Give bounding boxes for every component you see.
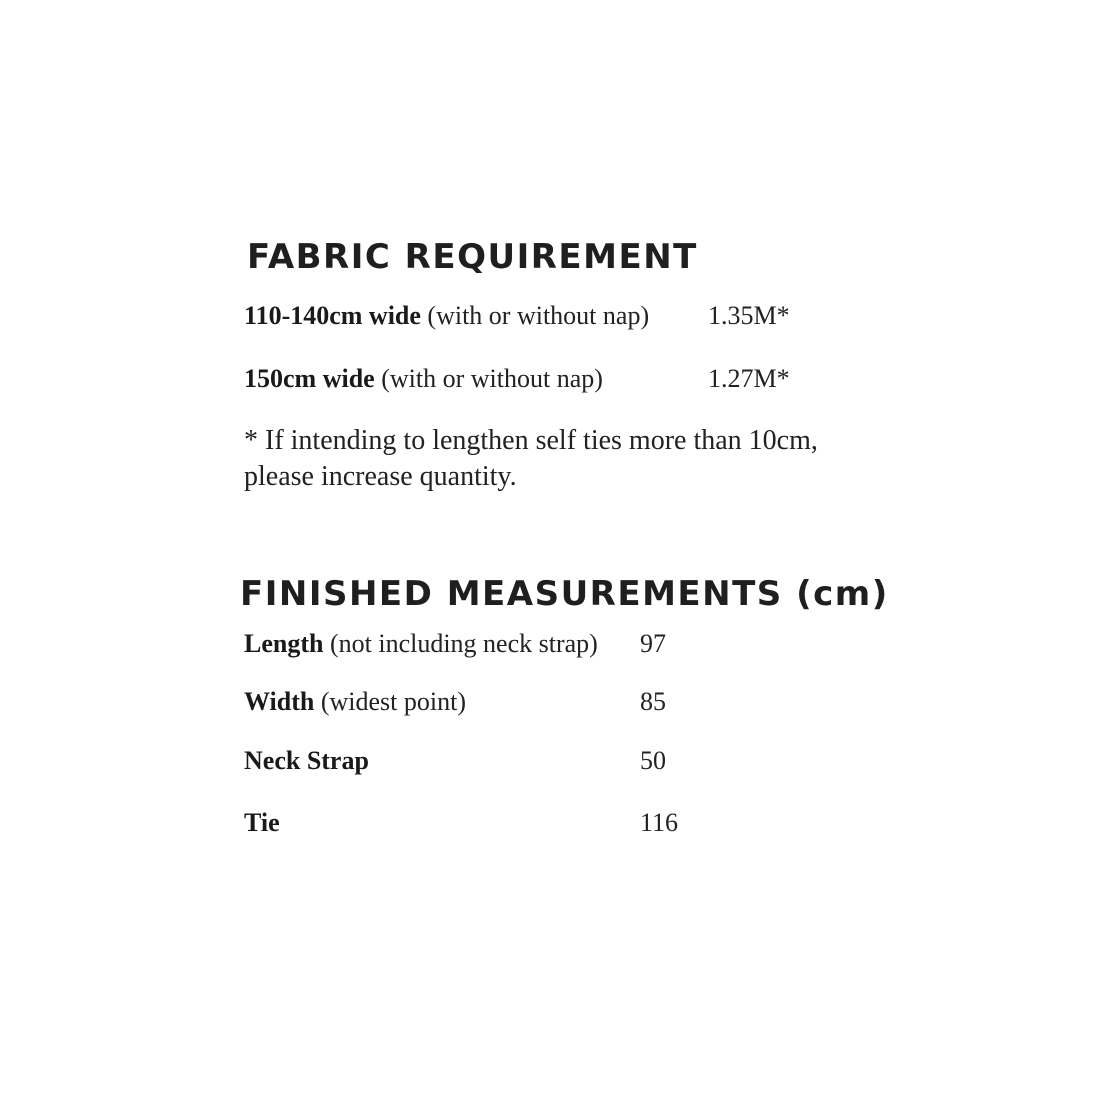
measurement-row	[244, 748, 369, 774]
finished-measurements-heading: FINISHED MEASUREMENTS (cm)	[240, 574, 889, 614]
measurement-row-note: (widest point)	[320, 687, 466, 716]
measurement-row-value: 50	[640, 746, 666, 775]
measurement-row-label: Width	[244, 687, 315, 716]
measurement-row-note: (not including neck strap)	[329, 629, 598, 658]
measurement-row-label: Tie	[244, 808, 280, 837]
fabric-row-value: 1.35M*	[708, 301, 790, 330]
fabric-row-label: 110-140cm wide	[244, 301, 421, 330]
measurement-row	[244, 689, 466, 715]
measurement-row-label: Length	[244, 629, 324, 658]
fabric-row-note: (with or without nap)	[381, 364, 603, 393]
measurement-row	[244, 810, 280, 836]
fabric-row-value: 1.27M*	[708, 364, 790, 393]
fabric-footnote-line: please increase quantity.	[244, 461, 517, 492]
fabric-footnote-line: * If intending to lengthen self ties more than 10cm,	[244, 425, 818, 456]
fabric-row	[244, 366, 603, 392]
fabric-row-label: 150cm wide	[244, 364, 375, 393]
measurement-row-label: Neck Strap	[244, 746, 369, 775]
measurement-row-value: 116	[640, 808, 679, 837]
measurement-row-value: 97	[640, 629, 666, 658]
fabric-footnote	[244, 423, 884, 495]
measurement-row-value: 85	[640, 687, 666, 716]
fabric-row-note: (with or without nap)	[427, 301, 650, 330]
fabric-requirement-heading: FABRIC REQUIREMENT	[247, 237, 698, 277]
measurement-row	[244, 631, 598, 657]
fabric-row	[244, 303, 649, 329]
